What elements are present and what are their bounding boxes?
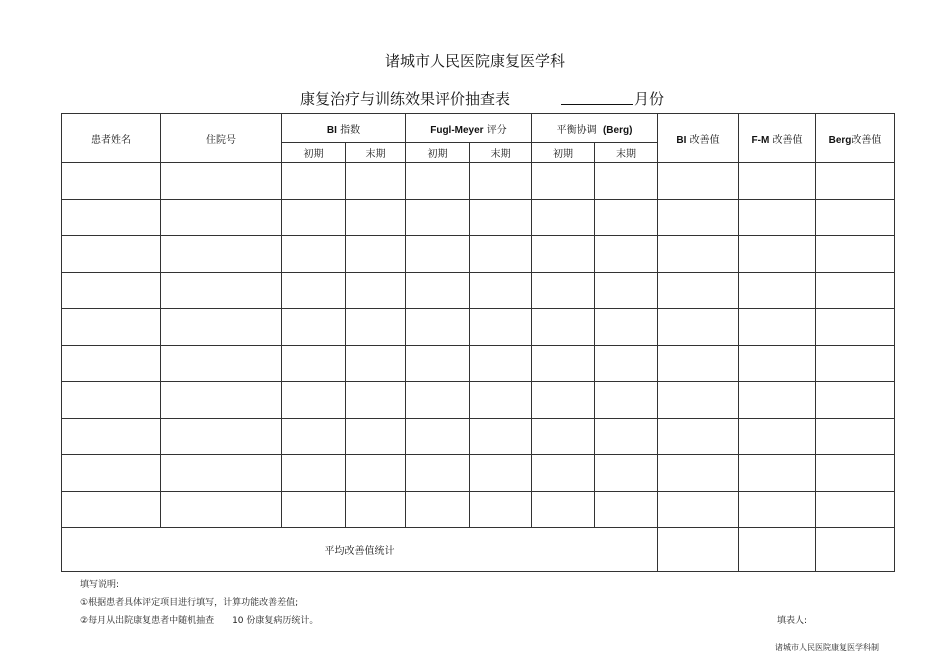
table-cell[interactable]: [62, 236, 161, 273]
table-cell[interactable]: [470, 418, 532, 455]
month-label: 月份: [634, 90, 665, 108]
notes-line-1: ①根据患者具体评定项目进行填写，计算功能改善差值;: [80, 598, 299, 608]
table-cell[interactable]: [282, 236, 346, 273]
table-cell[interactable]: [532, 309, 595, 346]
table-cell[interactable]: [816, 418, 895, 455]
table-cell[interactable]: [739, 418, 816, 455]
data-rows: [62, 163, 895, 528]
table-cell[interactable]: [739, 382, 816, 419]
table-cell[interactable]: [658, 163, 739, 200]
table-cell[interactable]: [62, 199, 161, 236]
table-cell[interactable]: [816, 455, 895, 492]
table-cell[interactable]: [62, 272, 161, 309]
table-cell[interactable]: [470, 199, 532, 236]
table-cell[interactable]: [816, 345, 895, 382]
table-cell[interactable]: [470, 163, 532, 200]
table-cell[interactable]: [282, 382, 346, 419]
table-row: [62, 345, 895, 382]
bi-rest: 指数: [340, 124, 361, 136]
table-cell[interactable]: [161, 199, 282, 236]
table-cell[interactable]: [161, 382, 282, 419]
table-cell[interactable]: [161, 491, 282, 528]
table-cell[interactable]: [739, 236, 816, 273]
table-cell[interactable]: [346, 309, 406, 346]
header-patient-name: 患者姓名: [62, 114, 161, 163]
org-title: 诸城市人民医院康复医学科: [384, 52, 565, 70]
table-cell[interactable]: [739, 163, 816, 200]
header-fm-improvement: [739, 114, 816, 163]
header-bi-group: [282, 114, 406, 143]
table-cell[interactable]: [62, 491, 161, 528]
table-cell[interactable]: [406, 236, 470, 273]
table-cell[interactable]: [406, 272, 470, 309]
table-cell[interactable]: [282, 455, 346, 492]
table-cell[interactable]: [816, 382, 895, 419]
table-cell[interactable]: [658, 418, 739, 455]
berg-initial: 初期: [532, 143, 595, 163]
table-cell[interactable]: [739, 491, 816, 528]
fm-rest: 评分: [486, 124, 507, 136]
table-cell[interactable]: [161, 163, 282, 200]
table-cell[interactable]: [816, 236, 895, 273]
table-cell[interactable]: [658, 455, 739, 492]
table-cell[interactable]: [346, 491, 406, 528]
table-cell[interactable]: [532, 382, 595, 419]
table-cell[interactable]: [346, 418, 406, 455]
footer-text: 诸城市人民医院康复医学科制: [775, 643, 879, 652]
table-cell[interactable]: [346, 272, 406, 309]
table-cell[interactable]: [62, 455, 161, 492]
berg-imp-rest: 改善值: [851, 134, 882, 146]
table-cell[interactable]: [161, 455, 282, 492]
notes-line-2: ②每月从出院康复患者中随机抽查 10 份康复病历统计。: [80, 616, 319, 626]
table-cell[interactable]: [739, 309, 816, 346]
table-cell[interactable]: [595, 199, 658, 236]
table-cell[interactable]: [282, 199, 346, 236]
fm-imp-rest: 改善值: [772, 134, 803, 146]
table-cell[interactable]: [739, 345, 816, 382]
table-row: [62, 272, 895, 309]
fm-bold: Fugl-Meyer: [430, 124, 484, 136]
table-cell[interactable]: [161, 345, 282, 382]
bi-bold: BI: [326, 124, 337, 136]
bi-imp-rest: 改善值: [689, 134, 720, 146]
table-cell[interactable]: [595, 455, 658, 492]
bi-imp-bold: BI: [676, 134, 687, 146]
table-cell[interactable]: [62, 309, 161, 346]
table-cell[interactable]: [595, 345, 658, 382]
table-cell[interactable]: [282, 418, 346, 455]
header-admission-no: 住院号: [161, 114, 282, 163]
table-cell[interactable]: [658, 199, 739, 236]
table-cell[interactable]: [282, 163, 346, 200]
table-row: [62, 236, 895, 273]
table-row: [62, 163, 895, 200]
table-cell[interactable]: [406, 345, 470, 382]
table-cell[interactable]: [595, 163, 658, 200]
table-cell[interactable]: [470, 455, 532, 492]
table-cell[interactable]: [282, 272, 346, 309]
table-cell[interactable]: [595, 382, 658, 419]
table-row: [62, 199, 895, 236]
fm-final: 末期: [470, 143, 532, 163]
table-cell[interactable]: [346, 199, 406, 236]
filler-label: 填表人:: [777, 616, 808, 626]
summary-row: [62, 528, 895, 572]
table-cell[interactable]: [470, 345, 532, 382]
table-cell[interactable]: [282, 309, 346, 346]
table-cell[interactable]: [739, 455, 816, 492]
table-cell[interactable]: [282, 345, 346, 382]
table-cell[interactable]: [658, 382, 739, 419]
table-cell[interactable]: [595, 491, 658, 528]
table-cell[interactable]: [470, 272, 532, 309]
evaluation-table: [61, 113, 895, 572]
table-cell[interactable]: [406, 418, 470, 455]
table-cell[interactable]: [62, 382, 161, 419]
table-cell[interactable]: [739, 199, 816, 236]
table-cell[interactable]: [658, 309, 739, 346]
table-cell[interactable]: [62, 418, 161, 455]
table-cell[interactable]: [161, 418, 282, 455]
table-cell[interactable]: [346, 163, 406, 200]
table-cell[interactable]: [532, 272, 595, 309]
table-cell[interactable]: [595, 309, 658, 346]
table-cell[interactable]: [532, 345, 595, 382]
table-cell[interactable]: [406, 455, 470, 492]
table-cell[interactable]: [532, 236, 595, 273]
table-cell[interactable]: [532, 199, 595, 236]
berg-bold: (Berg): [602, 124, 633, 136]
table-cell[interactable]: [406, 491, 470, 528]
table-cell[interactable]: [816, 491, 895, 528]
notes-heading: 填写说明:: [80, 580, 120, 590]
summary-fm-cell[interactable]: [739, 528, 816, 572]
table-cell[interactable]: [282, 491, 346, 528]
table-cell[interactable]: [658, 272, 739, 309]
table-cell[interactable]: [816, 163, 895, 200]
table-cell[interactable]: [739, 272, 816, 309]
berg-imp-bold: Berg: [828, 134, 852, 146]
table-row: [62, 382, 895, 419]
table-cell[interactable]: [532, 491, 595, 528]
table-cell[interactable]: [406, 309, 470, 346]
table-cell[interactable]: [470, 236, 532, 273]
table-row: [62, 455, 895, 492]
bi-final: 末期: [346, 143, 406, 163]
table-cell[interactable]: [470, 491, 532, 528]
table-cell[interactable]: [532, 163, 595, 200]
berg-text: 平衡协调: [556, 124, 597, 136]
bi-initial: 初期: [282, 143, 346, 163]
table-cell[interactable]: [816, 309, 895, 346]
berg-final: 末期: [595, 143, 658, 163]
table-cell[interactable]: [595, 236, 658, 273]
header-bi-improvement: [658, 114, 739, 163]
table-cell[interactable]: [62, 345, 161, 382]
table-cell[interactable]: [658, 236, 739, 273]
table-cell[interactable]: [658, 491, 739, 528]
header-berg-group: [532, 114, 658, 143]
table-cell[interactable]: [346, 345, 406, 382]
table-cell[interactable]: [532, 418, 595, 455]
month-blank-line: [561, 104, 633, 105]
table-cell[interactable]: [161, 272, 282, 309]
table-cell[interactable]: [406, 199, 470, 236]
form-title-row: [0, 88, 950, 110]
table-cell[interactable]: [470, 309, 532, 346]
table-cell[interactable]: [816, 272, 895, 309]
table-cell[interactable]: [816, 199, 895, 236]
table-cell[interactable]: [532, 455, 595, 492]
form-title: 康复治疗与训练效果评价抽查表: [300, 90, 511, 108]
table-cell[interactable]: [346, 455, 406, 492]
table-cell[interactable]: [346, 236, 406, 273]
fm-initial: 初期: [406, 143, 470, 163]
table-cell[interactable]: [62, 163, 161, 200]
table-cell[interactable]: [346, 382, 406, 419]
table-row: [62, 491, 895, 528]
header-fm-group: [406, 114, 532, 143]
summary-bi-cell[interactable]: [658, 528, 739, 572]
table-cell[interactable]: [161, 309, 282, 346]
table-cell[interactable]: [658, 345, 739, 382]
table-cell[interactable]: [406, 163, 470, 200]
table-row: [62, 418, 895, 455]
summary-label: 平均改善值统计: [62, 528, 658, 572]
table-row: [62, 309, 895, 346]
table-cell[interactable]: [595, 418, 658, 455]
table-cell[interactable]: [161, 236, 282, 273]
table-cell[interactable]: [470, 382, 532, 419]
table-cell[interactable]: [406, 382, 470, 419]
fm-imp-bold: F-M: [751, 134, 770, 146]
header-row-1: [62, 114, 895, 143]
header-berg-improvement: [816, 114, 895, 163]
table-cell[interactable]: [595, 272, 658, 309]
summary-berg-cell[interactable]: [816, 528, 895, 572]
